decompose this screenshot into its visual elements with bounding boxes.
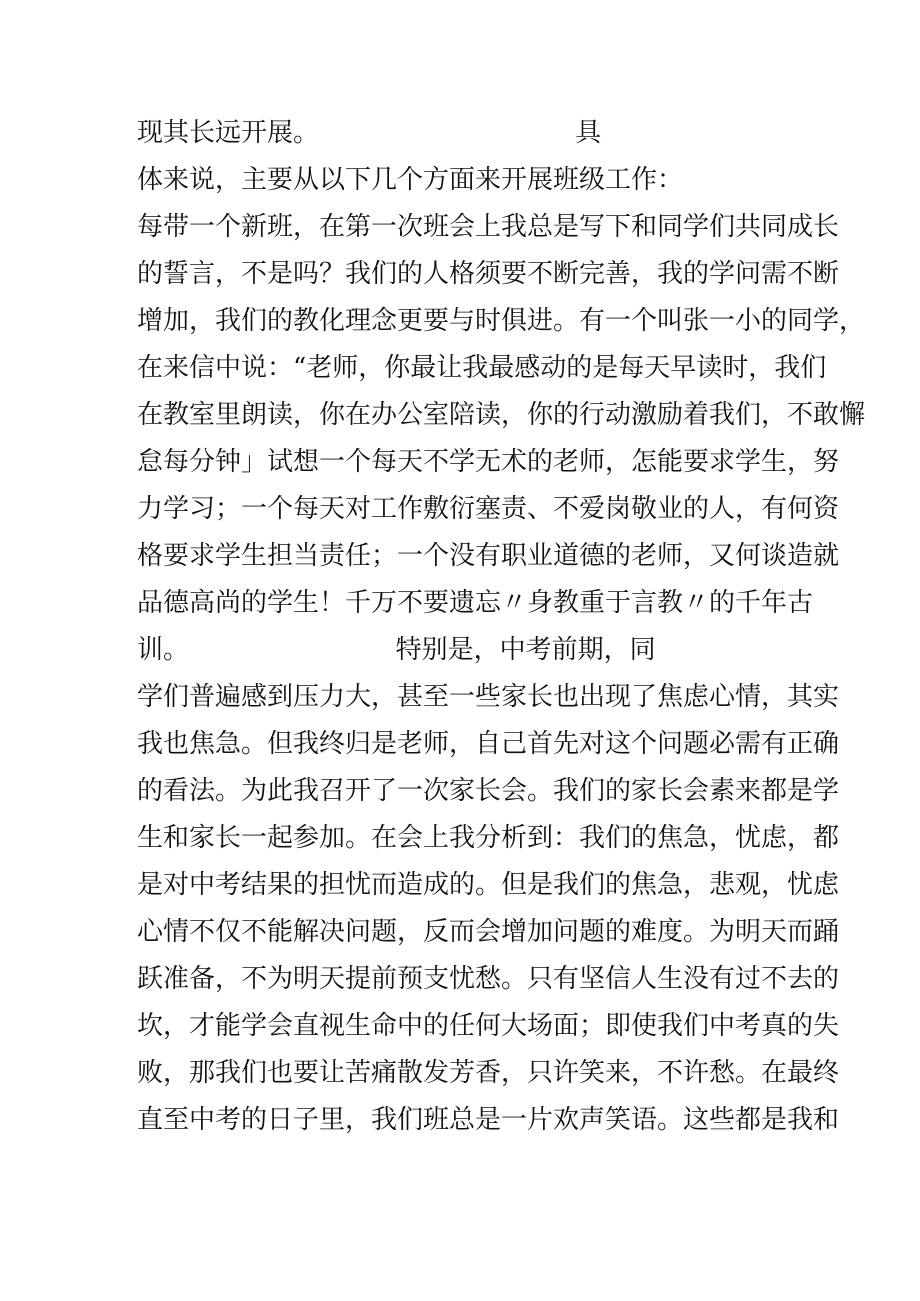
text-line: 直至中考的日子里，我们班总是一片欢声笑语。这些都是我和	[137, 1105, 840, 1135]
text-line: 的看法。为此我召开了一次家长会。我们的家长会素来都是学	[137, 776, 840, 806]
text-line: 增加，我们的教化理念更要与时俱进。有一个叫张一小的同学，	[137, 306, 866, 336]
text-line: 格要求学生担当责任；一个没有职业道德的老师，又何谈造就	[137, 541, 840, 571]
text-line: 品德高尚的学生！千万不要遗忘〃身教重于言教〃的千年古	[137, 588, 814, 618]
text-line: 训。 特别是，中考前期，同	[137, 635, 656, 665]
text-line: 怠每分钟」试想一个每天不学无术的老师，怎能要求学生，努	[137, 447, 840, 477]
text-line: 心情不仅不能解决问题，反而会增加问题的难度。为明天而踊	[137, 917, 840, 947]
text-line: 坎，才能学会直视生命中的任何大场面；即使我们中考真的失	[137, 1011, 840, 1041]
text-line: 在来信中说：“老师，你最让我最感动的是每天早读时，我们	[137, 353, 827, 383]
text-line: 学们普遍感到压力大，甚至一些家长也出现了焦虑心情，其实	[137, 682, 840, 712]
text-line: 在教室里朗读，你在办公室陪读，你的行动激励着我们，不敢懈	[137, 400, 866, 430]
text-line: 体来说，主要从以下几个方面来开展班级工作：	[137, 165, 684, 195]
text-line: 力学习；一个每天对工作敷衍塞责、不爱岗敬业的人，有何资	[137, 494, 840, 524]
text-line: 的誓言，不是吗？我们的人格须要不断完善，我的学问需不断	[137, 259, 840, 289]
text-line: 跃准备，不为明天提前预支忧愁。只有坚信人生没有过不去的	[137, 964, 840, 994]
text-line: 现其长远开展。 具	[137, 118, 602, 148]
text-line: 是对中考结果的担忧而造成的。但是我们的焦急，悲观，忧虑	[137, 870, 840, 900]
text-line: 每带一个新班，在第一次班会上我总是写下和同学们共同成长	[137, 212, 840, 242]
text-line: 败，那我们也要让苦痛散发芳香，只许笑来，不许愁。在最终	[137, 1058, 840, 1088]
text-line: 我也焦急。但我终归是老师，自己首先对这个问题必需有正确	[137, 729, 840, 759]
text-line: 生和家长一起参加。在会上我分析到：我们的焦急，忧虑，都	[137, 823, 840, 853]
